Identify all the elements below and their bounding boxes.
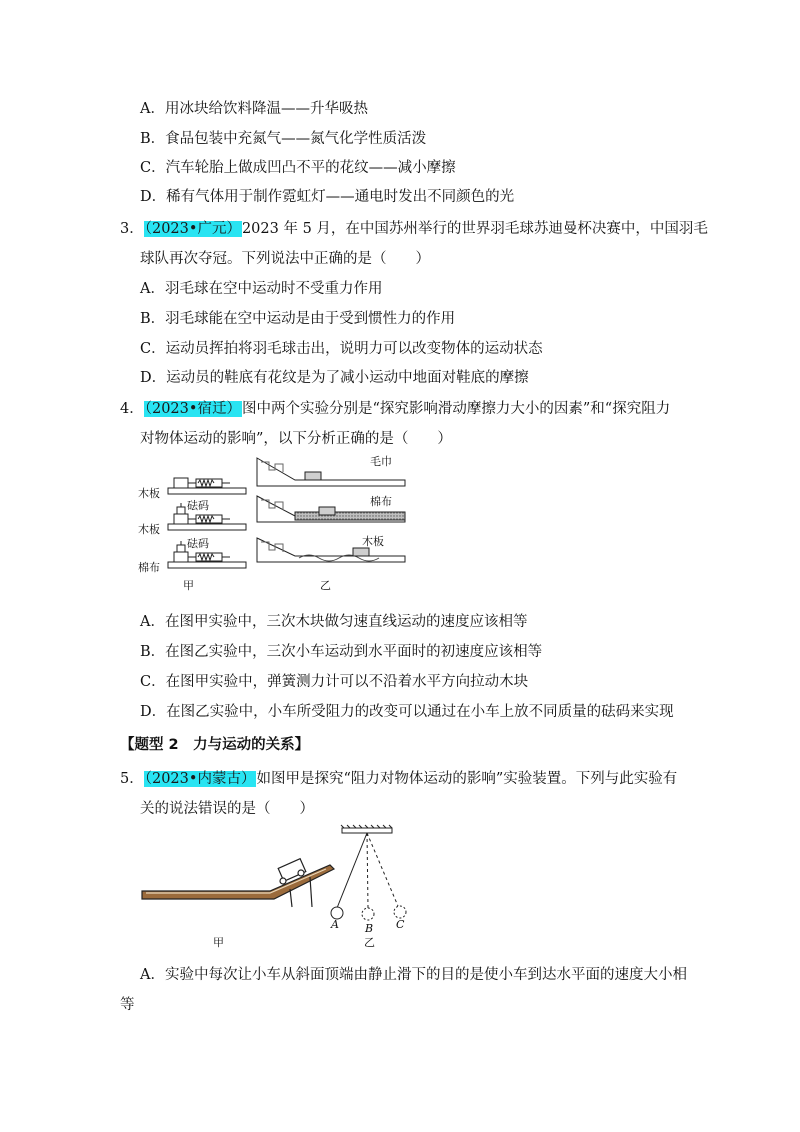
q4-figure-right: [255, 452, 415, 577]
q5-source-tag: （2023•内蒙古）: [144, 771, 256, 787]
q5-stem-line-1: [120, 769, 677, 789]
q4-label-weight-2: 砝码: [187, 537, 209, 550]
q4-stem-text: 图中两个实验分别是“探究影响滑动摩擦力大小的因素”和“探究阻力: [241, 401, 671, 417]
section-heading: 【题型 2 力与运动的关系】: [120, 737, 310, 753]
q4-label-weight-1: 砝码: [187, 499, 209, 512]
q5-figure-left: [140, 855, 340, 915]
q2-option-c: C．汽车轮胎上做成凹凸不平的花纹——减小摩擦: [140, 160, 456, 176]
q5-figure-right: [320, 826, 420, 926]
q4-source-tag: （2023•宿迁）: [144, 401, 241, 417]
q4-option-b: B．在图乙实验中，三次小车运动到水平面时的初速度应该相等: [140, 644, 543, 660]
q3-option-a: A．羽毛球在空中运动时不受重力作用: [140, 281, 383, 297]
q4-caption-jia: 甲: [183, 579, 194, 592]
q4-stem-line-1: [120, 399, 670, 419]
q2-option-b: B．食品包装中充氮气——氮气化学性质活泼: [140, 131, 427, 147]
q4-label-cotton: 棉布: [138, 561, 160, 574]
q5-stem-line-2: 关的说法错误的是（ ）: [140, 801, 314, 817]
q4-stem-line-2: 对物体运动的影响”，以下分析正确的是（ ）: [140, 431, 452, 447]
q3-stem-text: 2023 年 5 月，在中国苏州举行的世界羽毛球苏迪曼杯决赛中，中国羽毛: [241, 221, 708, 237]
q4-caption-yi: 乙: [320, 579, 331, 592]
q4-label-wood-2: 木板: [138, 523, 160, 536]
q4-label-cotton-cloth: 棉布: [370, 495, 392, 508]
q4-option-c: C．在图甲实验中，弹簧测力计可以不沿着水平方向拉动木块: [140, 674, 529, 690]
q5-stem-text: 如图甲是探究“阻力对物体运动的影响”实验装置。下列与此实验有: [256, 771, 678, 787]
q4-label-wood-1: 木板: [138, 487, 160, 500]
q4-option-a: A．在图甲实验中，三次木块做匀速直线运动的速度应该相等: [140, 614, 528, 630]
q5-caption-yi: 乙: [364, 936, 375, 949]
q4-number: 4．: [120, 401, 144, 417]
q5-caption-jia: 甲: [213, 936, 224, 949]
q5-pendulum-label-c: C: [396, 918, 405, 931]
q2-option-a: A．用冰块给饮料降温——升华吸热: [140, 101, 368, 117]
q4-label-wood-board: 木板: [362, 535, 384, 548]
q5-option-a-line-1: A．实验中每次让小车从斜面顶端由静止滑下的目的是使小车到达水平面的速度大小相: [140, 967, 687, 983]
q3-number: 3．: [120, 221, 144, 237]
q3-source-tag: （2023•广元）: [144, 221, 241, 237]
q5-pendulum-label-a: A: [331, 918, 339, 931]
q5-option-a-line-2: 等: [120, 997, 135, 1013]
q3-option-b: B．羽毛球能在空中运动是由于受到惯性力的作用: [140, 311, 456, 327]
q5-pendulum-label-b: B: [365, 922, 374, 935]
q3-option-d: D．运动员的鞋底有花纹是为了减小运动中地面对鞋底的摩擦: [140, 370, 529, 386]
q3-option-c: C．运动员挥拍将羽毛球击出，说明力可以改变物体的运动状态: [140, 341, 543, 357]
q2-option-d: D．稀有气体用于制作霓虹灯——通电时发出不同颜色的光: [140, 189, 515, 205]
q3-stem-line-2: 球队再次夺冠。下列说法中正确的是（ ）: [140, 251, 430, 267]
q4-label-towel: 毛巾: [370, 455, 392, 468]
q5-number: 5．: [120, 771, 144, 787]
q4-option-d: D．在图乙实验中，小车所受阻力的改变可以通过在小车上放不同质量的砝码来实现: [140, 704, 674, 720]
q3-stem-line-1: [120, 219, 708, 239]
